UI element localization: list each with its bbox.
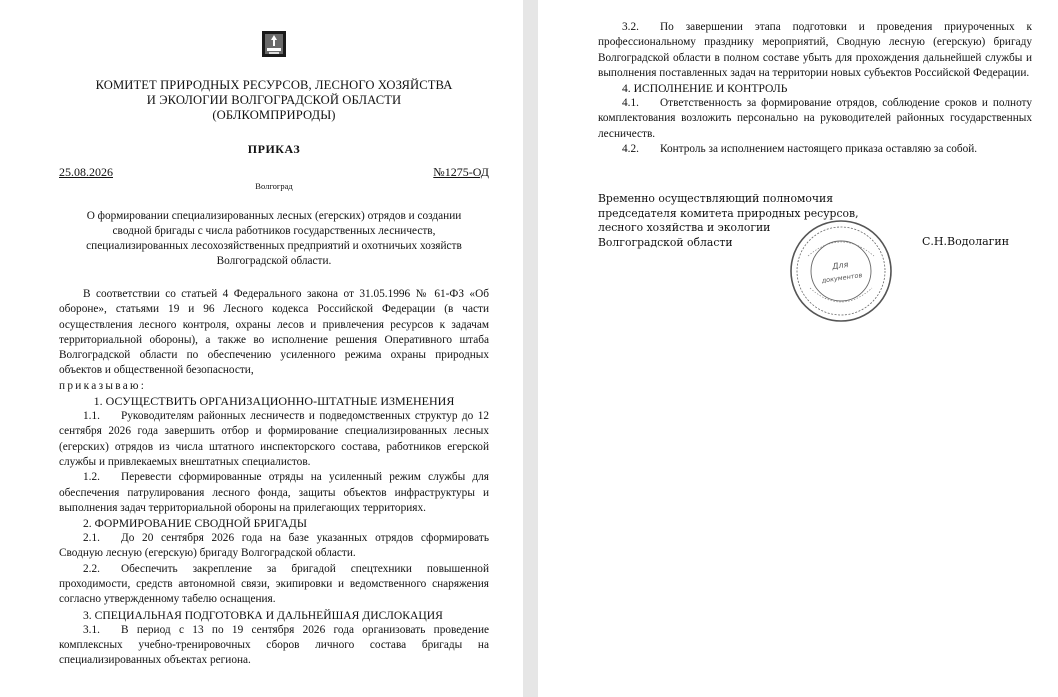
item-number: 1.2. [83,471,100,484]
signature-line: лесного хозяйства и экологии [598,221,771,234]
paragraph-item [59,409,489,470]
item-number: 4.1. [622,97,639,110]
subject-line: О формировании специализированных лесных (егерских) отрядов и создании [86,210,462,222]
document-page-right [538,0,1058,697]
paragraph-item [59,531,489,562]
svg-text:документов: документов [821,271,863,285]
page-gap [523,0,538,697]
item-text: Контроль за исполнением настоящего приказа оставляю за собой. [660,143,978,156]
paragraph-item [59,562,489,608]
signature-line: Временно осуществляющий полномочия [598,192,834,205]
subject-line: специализированных лесохозяйственных предприятий и охотничьих хозяйств [86,240,462,252]
item-text: По завершении этапа подготовки и проведения приуроченных к профессиональному празднику мероприятий, Сводную лесную (егерскую) бригаду Волгоградской области в полном составе убыть для прохождения дальнейшей службы и выполнения поставленных задач на территории новых субъектов Российской Федерации. [598,21,1032,79]
doc-city: Волгоград [255,181,293,191]
committee-line: КОМИТЕТ ПРИРОДНЫХ РЕСУРСОВ, ЛЕСНОГО ХОЗЯЙСТВА [95,78,453,92]
committee-line: И ЭКОЛОГИИ ВОЛГОГРАДСКОЙ ОБЛАСТИ [146,93,402,107]
order-word: приказываю: [59,379,147,392]
official-seal-icon [788,218,894,324]
doc-body-continued [598,20,1032,157]
doc-type-title: ПРИКАЗ [247,142,301,156]
section-heading: 2. ФОРМИРОВАНИЕ СВОДНОЙ БРИГАДЫ [83,517,307,531]
item-text: Перевести сформированные отряды на усиленный режим службы для обеспечения патрулирования лесного фонда, защиты объектов инфраструктуры и выполнения задач территориальной обороны на прилегающих территориях. [59,471,489,514]
item-text: В период с 13 по 19 сентября 2026 года организовать проведение комплексных учебно-тренировочных сборов личного состава бригады на специализированных объектах региона. [59,623,489,667]
paragraph-item [598,96,1032,142]
item-number: 2.2. [83,562,100,575]
paragraph-item [598,20,1032,81]
section-heading: 4. ИСПОЛНЕНИЕ И КОНТРОЛЬ [622,82,788,96]
section-heading: 3. СПЕЦИАЛЬНАЯ ПОДГОТОВКА И ДАЛЬНЕЙШАЯ ДИСЛОКАЦИЯ [83,608,443,622]
doc-body [59,287,489,669]
subject-line: Волгоградской области. [216,255,332,267]
committee-line: (ОБЛКОМПРИРОДЫ) [212,108,336,122]
item-text: До 20 сентября 2026 года на базе указанных отрядов сформировать Сводную лесную (егерскую) бригаду Волгоградской области. [59,532,489,560]
section-heading: 1. ОСУЩЕСТВИТЬ ОРГАНИЗАЦИОННО-ШТАТНЫЕ ИЗМЕНЕНИЯ [93,394,455,409]
item-number: 3.2. [622,21,639,33]
item-text: Руководителям районных лесничеств и подведомственных структур до 12 сентября 2026 года завершить отбор и формирование специализированных лесных (егерских) отрядов из числа штатного инспекторского состава, работников егерской службы и привлекаемых внештатных специалистов. [59,410,489,468]
paragraph-item [598,142,1032,157]
date-number-row [59,165,489,179]
item-number: 1.1. [83,410,100,423]
signature-line: председателя комитета природных ресурсов, [598,206,859,220]
item-number: 2.1. [83,532,100,545]
preamble: В соответствии со статьей 4 Федерального закона от 31.05.1996 № 61-ФЗ «Об обороне», статьями 19 и 96 Лесного кодекса Российской Федерации (в части осуществления лесного контроля, охраны лесов и привлечения ресурсов к задачам территориальной обороны), а также во исполнение решения Оперативного штаба Волгоградской области по обеспечению усиленного режима охраны природных объектов и общественной безопасности, [59,288,489,377]
subject-line: сводной бригады с числа работников государственных лесничеств, [112,225,436,237]
committee-name [59,78,489,123]
item-text: Обеспечить закрепление за бригадой спецтехники повышенной проходимости, средств автономной связи, экипировки и ведомственного снаряжения согласно утвержденному табелю оснащения. [59,562,489,606]
signature-line: Волгоградской области [598,235,733,249]
svg-text:Для: Для [831,259,849,272]
paragraph-item [59,470,489,516]
paragraph-item [59,623,489,669]
doc-number: №1275-ОД [433,165,489,179]
document-page-left [0,0,523,697]
item-number: 3.1. [83,623,100,636]
item-number: 4.2. [622,143,639,156]
coat-of-arms-icon [261,30,287,58]
signatory-name: С.Н.Водолагин [922,235,1010,248]
doc-subject [59,209,489,269]
doc-date: 25.08.2026 [59,165,113,179]
item-text: Ответственность за формирование отрядов, соблюдение сроков и полноту комплектования возложить персонально на руководителей районных государственных лесничеств. [598,97,1032,140]
